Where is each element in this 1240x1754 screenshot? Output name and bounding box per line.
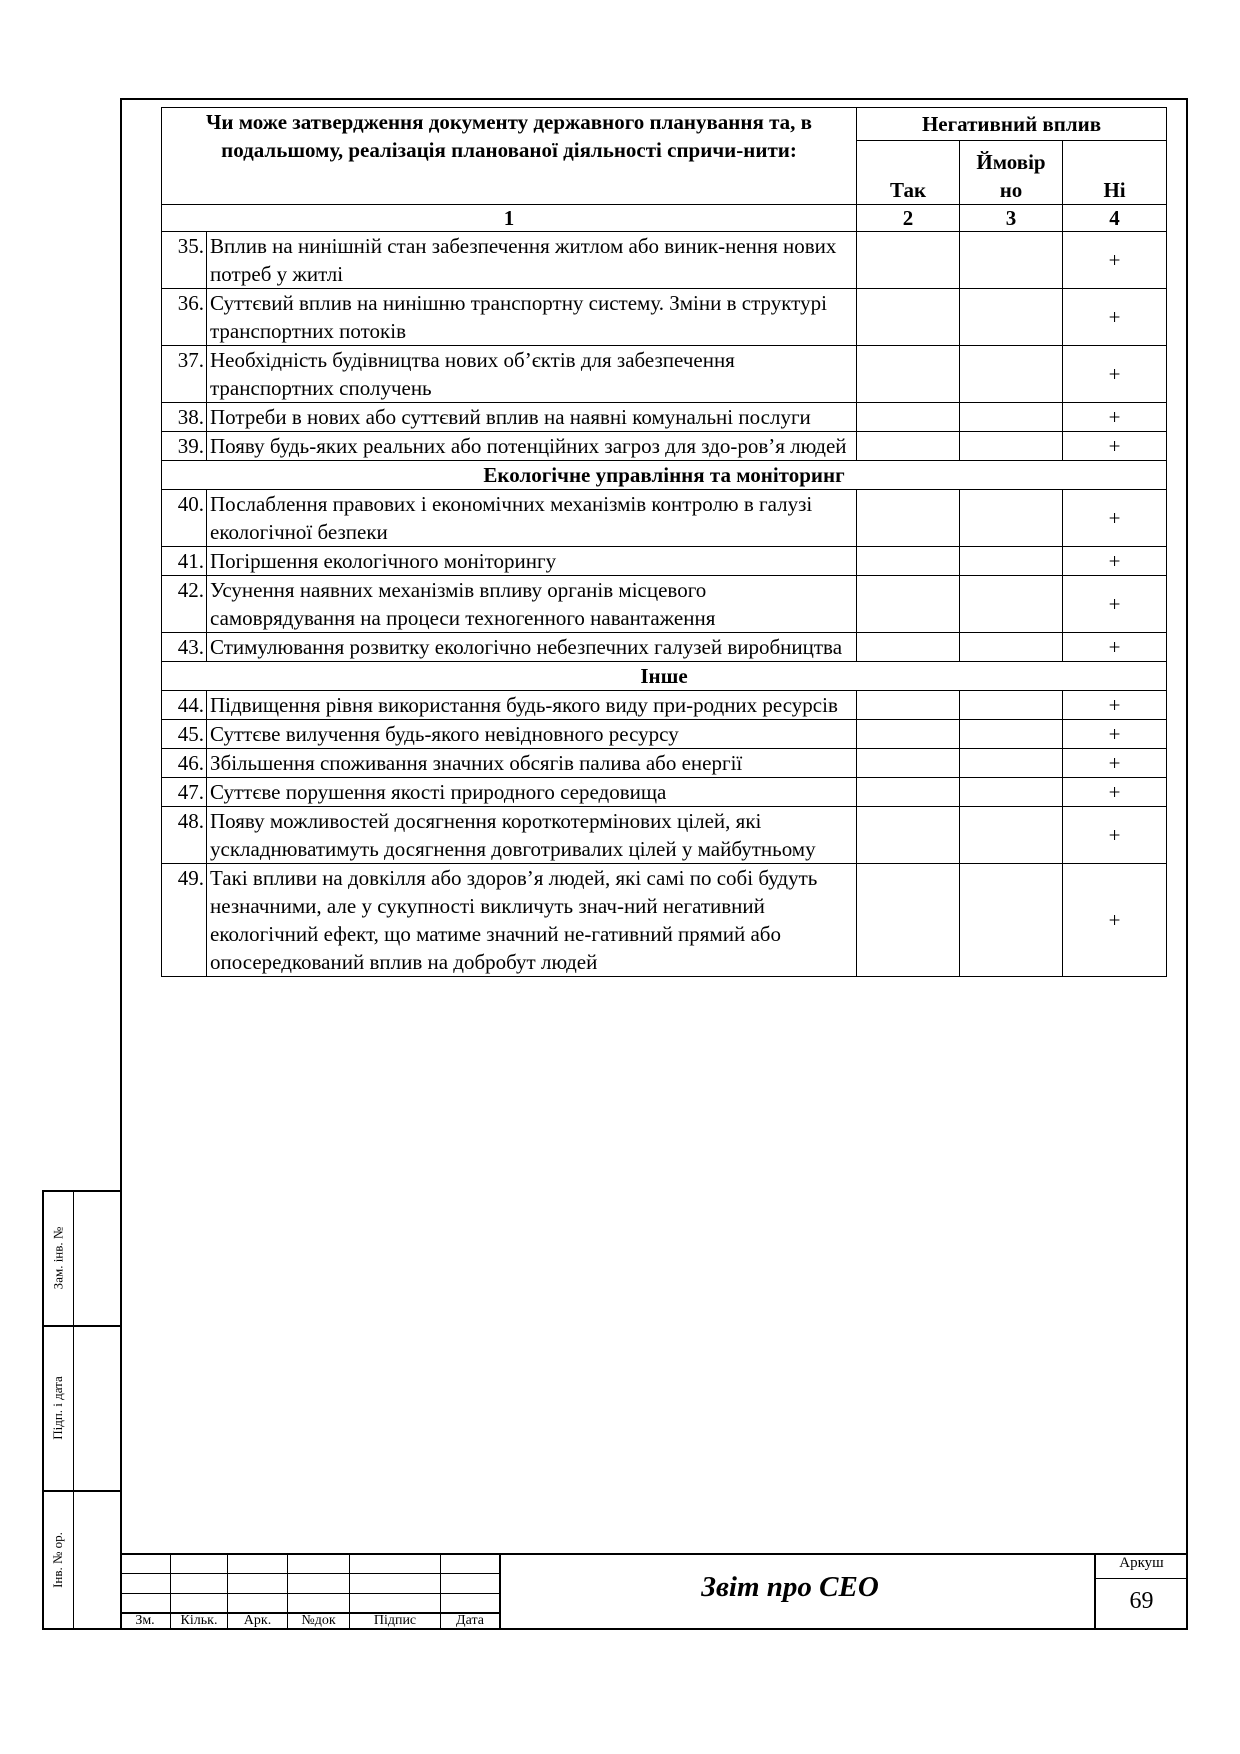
row-no-cell: + xyxy=(1063,403,1167,432)
rows-group-a xyxy=(162,232,1167,461)
rows-group-c xyxy=(162,691,1167,977)
row-no-cell: + xyxy=(1063,749,1167,778)
table-row xyxy=(162,289,1167,346)
row-yes-cell xyxy=(857,691,960,720)
row-maybe-cell xyxy=(960,576,1063,633)
row-yes-cell xyxy=(857,547,960,576)
row-text: Суттєве порушення якості природного середовища xyxy=(207,778,857,807)
row-maybe-cell xyxy=(960,864,1063,977)
table-row xyxy=(162,633,1167,662)
table-row xyxy=(162,576,1167,633)
row-text: Необхідність будівництва нових об’єктів для забезпечення транспортних сполучень xyxy=(207,346,857,403)
row-number: 46. xyxy=(162,749,207,778)
table-row xyxy=(162,432,1167,461)
row-yes-cell xyxy=(857,432,960,461)
row-yes-cell xyxy=(857,403,960,432)
row-yes-cell xyxy=(857,576,960,633)
table-row xyxy=(162,720,1167,749)
side-label-zam-inv: Зам. інв. № xyxy=(50,1226,65,1289)
section-title-other: Інше xyxy=(162,662,1167,691)
row-text: Появу будь-яких реальних або потенційних загроз для здо-ров’я людей xyxy=(207,432,857,461)
caption-pidpys: Підпис xyxy=(373,1613,417,1628)
caption-data: Дата xyxy=(456,1613,484,1628)
row-number: 37. xyxy=(162,346,207,403)
row-maybe-cell xyxy=(960,432,1063,461)
impact-table xyxy=(161,107,1167,977)
col-maybe-header: Ймовір но xyxy=(960,141,1063,205)
sheet-label: Аркуш xyxy=(1119,1555,1164,1571)
row-no-cell: + xyxy=(1063,576,1167,633)
row-maybe-cell xyxy=(960,232,1063,289)
col-yes-header: Так xyxy=(857,141,960,205)
row-maybe-cell xyxy=(960,547,1063,576)
row-yes-cell xyxy=(857,633,960,662)
row-maybe-cell xyxy=(960,749,1063,778)
table-row xyxy=(162,403,1167,432)
row-maybe-cell xyxy=(960,691,1063,720)
header-row xyxy=(162,108,1167,141)
row-number: 48. xyxy=(162,807,207,864)
row-text: Суттєвий вплив на нинішню транспортну систему. Зміни в структурі транспортних потоків xyxy=(207,289,857,346)
side-stamp xyxy=(42,1190,120,1630)
row-number: 41. xyxy=(162,547,207,576)
row-maybe-cell xyxy=(960,490,1063,547)
row-no-cell: + xyxy=(1063,490,1167,547)
row-number: 35. xyxy=(162,232,207,289)
caption-zm: Зм. xyxy=(135,1613,155,1628)
section-row-other xyxy=(162,662,1167,691)
row-no-cell: + xyxy=(1063,633,1167,662)
row-text: Вплив на нинішній стан забезпечення житлом або виник-нення нових потреб у житлі xyxy=(207,232,857,289)
row-text: Такі впливи на довкілля або здоров’я людей, які самі по собі будуть незначними, але у сукупності викличуть знач-ний негативний екологічний ефект, що матиме значний не-гативний прямий або опосередкований вплив на добробут людей xyxy=(207,864,857,977)
table-row xyxy=(162,864,1167,977)
row-no-cell: + xyxy=(1063,232,1167,289)
row-no-cell: + xyxy=(1063,778,1167,807)
colnum-3: 3 xyxy=(960,205,1063,232)
row-text: Підвищення рівня використання будь-якого виду при-родних ресурсів xyxy=(207,691,857,720)
question-header: Чи може затвердження документу державного планування та, в подальшому, реалізація планованої діяльності спричи-нити: xyxy=(162,108,857,205)
row-yes-cell xyxy=(857,720,960,749)
row-number: 42. xyxy=(162,576,207,633)
row-maybe-cell xyxy=(960,403,1063,432)
rows-group-b xyxy=(162,490,1167,662)
table-row xyxy=(162,232,1167,289)
table-row xyxy=(162,749,1167,778)
caption-kilk: Кільк. xyxy=(180,1613,218,1628)
row-maybe-cell xyxy=(960,289,1063,346)
row-text: Збільшення споживання значних обсягів палива або енергії xyxy=(207,749,857,778)
row-maybe-cell xyxy=(960,633,1063,662)
table-row xyxy=(162,490,1167,547)
table-row xyxy=(162,778,1167,807)
row-number: 45. xyxy=(162,720,207,749)
row-yes-cell xyxy=(857,864,960,977)
row-no-cell: + xyxy=(1063,864,1167,977)
row-yes-cell xyxy=(857,807,960,864)
table-row xyxy=(162,691,1167,720)
row-number: 47. xyxy=(162,778,207,807)
column-number-row xyxy=(162,205,1167,232)
row-number: 38. xyxy=(162,403,207,432)
row-text: Усунення наявних механізмів впливу органів місцевого самоврядування на процеси техногенного навантаження xyxy=(207,576,857,633)
row-maybe-cell xyxy=(960,346,1063,403)
row-maybe-cell xyxy=(960,778,1063,807)
colnum-2: 2 xyxy=(857,205,960,232)
table-row xyxy=(162,547,1167,576)
row-yes-cell xyxy=(857,289,960,346)
row-text: Суттєве вилучення будь-якого невідновного ресурсу xyxy=(207,720,857,749)
row-no-cell: + xyxy=(1063,720,1167,749)
row-yes-cell xyxy=(857,346,960,403)
row-no-cell: + xyxy=(1063,547,1167,576)
table-row xyxy=(162,807,1167,864)
row-no-cell: + xyxy=(1063,807,1167,864)
row-yes-cell xyxy=(857,490,960,547)
row-text: Погіршення екологічного моніторингу xyxy=(207,547,857,576)
side-label-pidp-data: Підп. і дата xyxy=(50,1375,65,1440)
row-no-cell: + xyxy=(1063,346,1167,403)
side-stamp-value-column xyxy=(74,1190,120,1630)
title-block xyxy=(120,1553,1188,1630)
col-no-header: Ні xyxy=(1063,141,1167,205)
section-row-eco xyxy=(162,461,1167,490)
row-text: Стимулювання розвитку екологічно небезпечних галузей виробництва xyxy=(207,633,857,662)
caption-ndok: №док xyxy=(301,1613,336,1628)
row-yes-cell xyxy=(857,232,960,289)
row-text: Появу можливостей досягнення короткотермінових цілей, які ускладнюватимуть досягнення довготривалих цілей у майбутньому xyxy=(207,807,857,864)
table-row xyxy=(162,346,1167,403)
row-no-cell: + xyxy=(1063,289,1167,346)
row-number: 36. xyxy=(162,289,207,346)
colnum-4: 4 xyxy=(1063,205,1167,232)
row-number: 49. xyxy=(162,864,207,977)
colnum-1: 1 xyxy=(162,205,857,232)
row-maybe-cell xyxy=(960,720,1063,749)
section-title-eco: Екологічне управління та моніторинг xyxy=(162,461,1167,490)
row-no-cell: + xyxy=(1063,691,1167,720)
row-number: 43. xyxy=(162,633,207,662)
page-number: 69 xyxy=(1129,1588,1154,1614)
row-number: 40. xyxy=(162,490,207,547)
row-maybe-cell xyxy=(960,807,1063,864)
row-text: Послаблення правових і економічних механізмів контролю в галузі екологічної безпеки xyxy=(207,490,857,547)
side-label-inv-or: Інв. № ор. xyxy=(50,1532,66,1588)
caption-ark: Арк. xyxy=(243,1613,272,1628)
row-number: 39. xyxy=(162,432,207,461)
negative-impact-header: Негативний вплив xyxy=(857,108,1167,141)
row-text: Потреби в нових або суттєвий вплив на наявні комунальні послуги xyxy=(207,403,857,432)
row-no-cell: + xyxy=(1063,432,1167,461)
document-title: Звіт про СЕО xyxy=(701,1571,879,1603)
row-number: 44. xyxy=(162,691,207,720)
row-yes-cell xyxy=(857,778,960,807)
row-yes-cell xyxy=(857,749,960,778)
